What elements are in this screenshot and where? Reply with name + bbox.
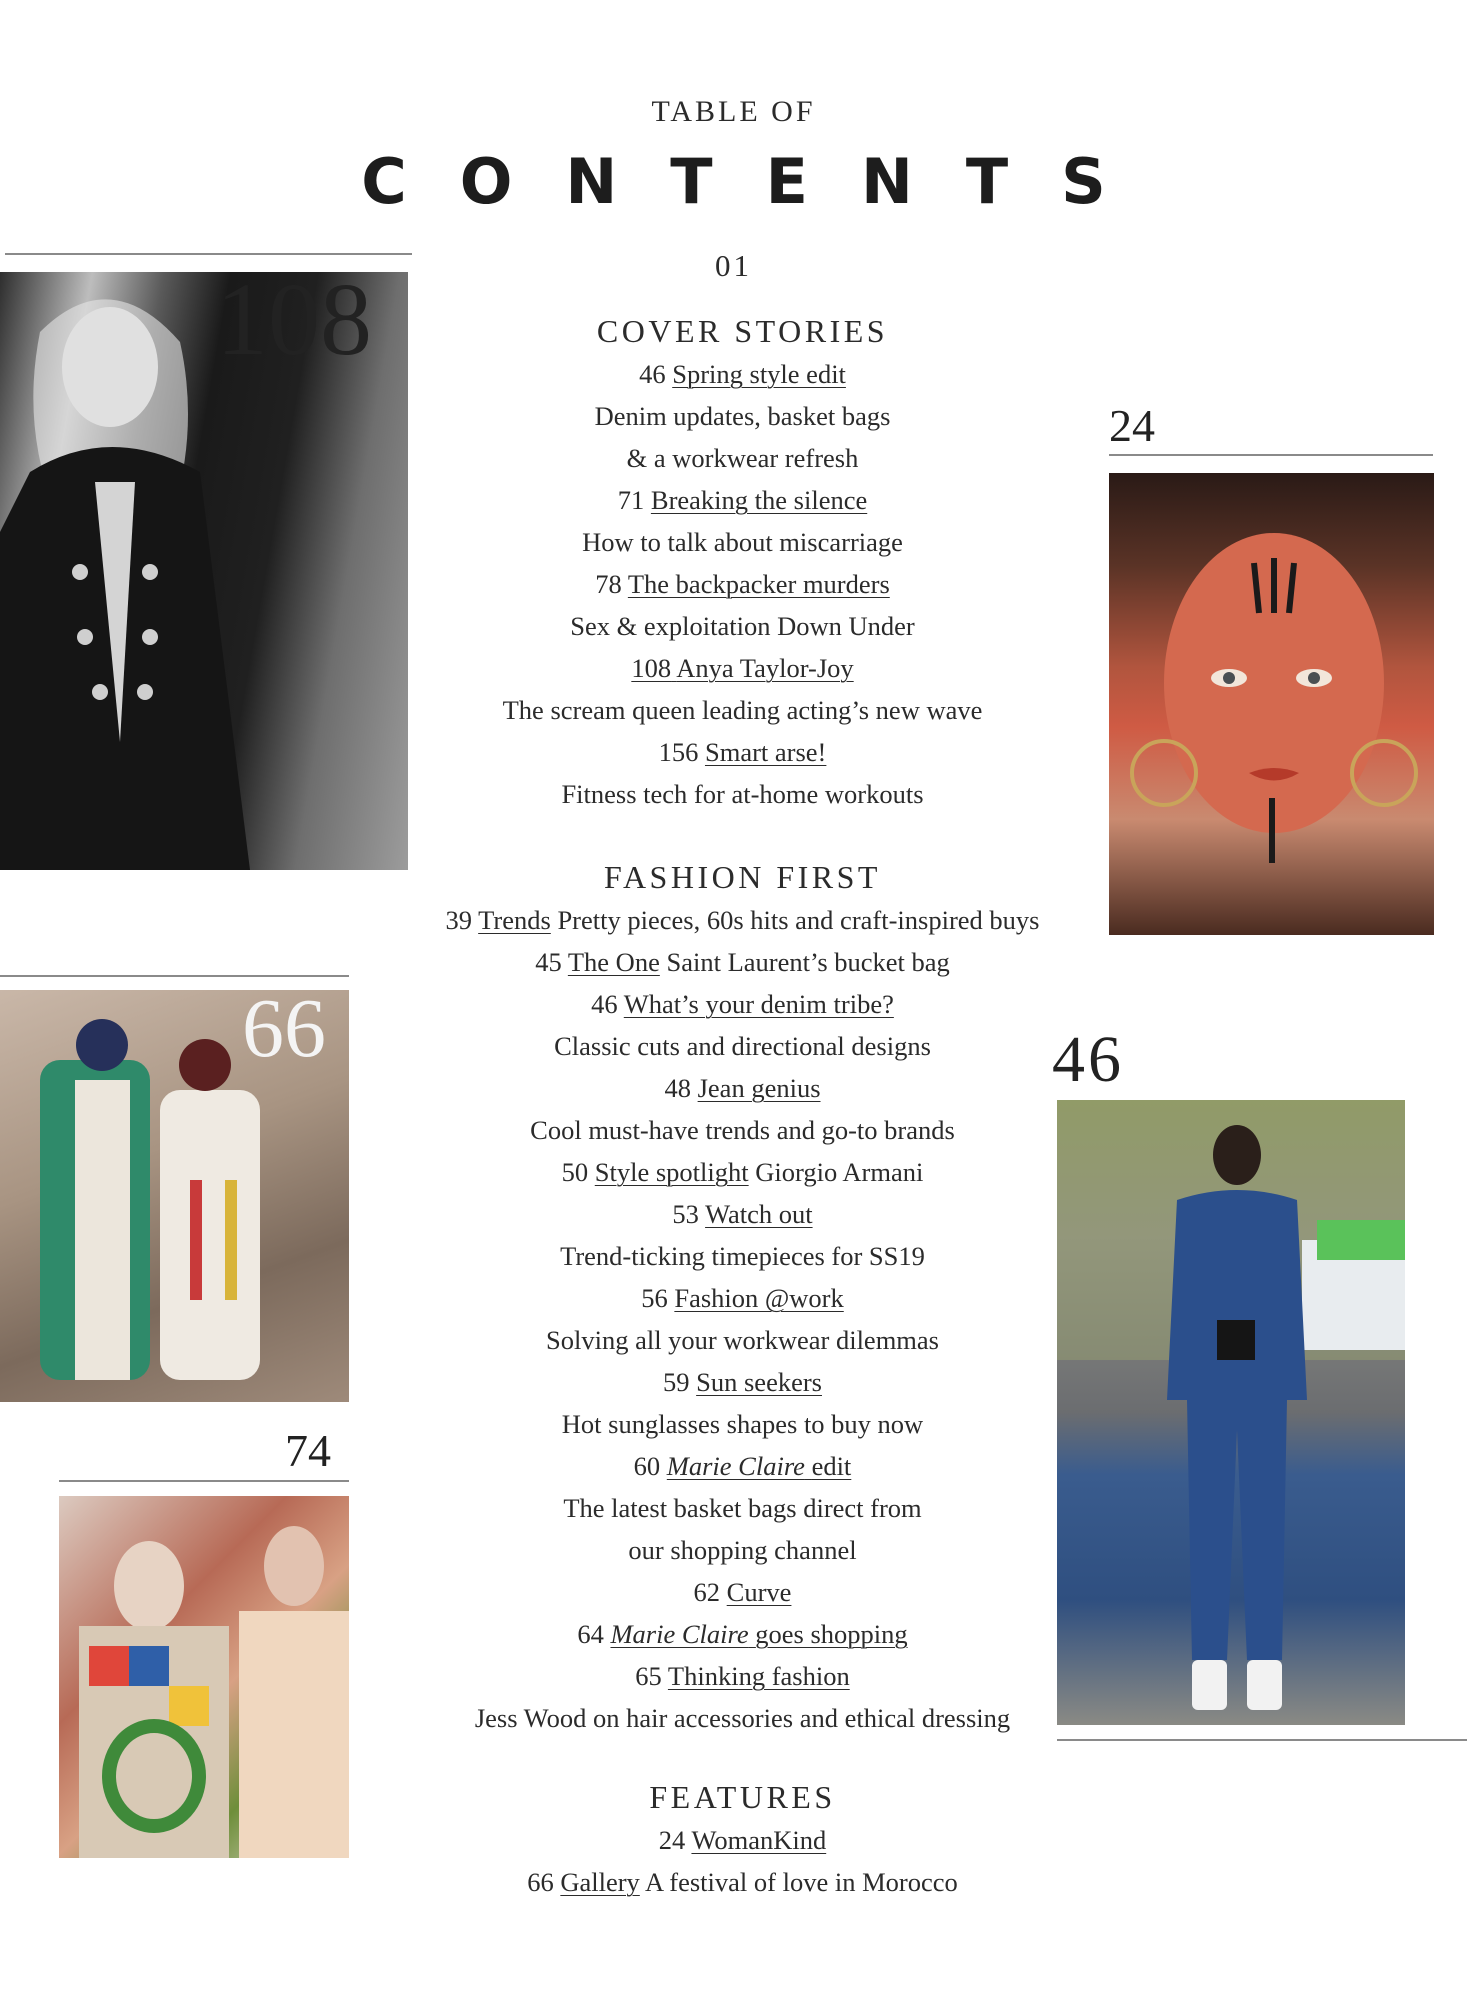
toc-link[interactable]: Breaking the silence: [650, 485, 868, 515]
toc-entry[interactable]: 66 Gallery A festival of love in Morocco: [527, 1867, 958, 1897]
page-title: CONTENTS: [361, 145, 1159, 218]
toc-link[interactable]: Sun seekers: [696, 1367, 822, 1397]
toc-entry[interactable]: 71 Breaking the silence: [617, 485, 868, 515]
toc-desc: & a workwear refresh: [626, 443, 859, 473]
toc-desc: our shopping channel: [628, 1535, 857, 1565]
toc-desc: The latest basket bags direct from: [563, 1493, 922, 1523]
section-fashion-first: [380, 855, 1105, 1739]
toc-entry[interactable]: 59 Sun seekers: [663, 1367, 822, 1397]
toc-desc: Sex & exploitation Down Under: [570, 611, 915, 641]
toc-link[interactable]: What’s your denim tribe?: [623, 989, 894, 1019]
toc-desc: How to talk about miscarriage: [582, 527, 903, 557]
toc-desc: Classic cuts and directional designs: [554, 1031, 931, 1061]
page-label-anya: 108: [216, 262, 372, 377]
face-illustration: [1109, 473, 1434, 935]
toc-entry[interactable]: 39 Trends Pretty pieces, 60s hits and craft-inspired buys: [445, 905, 1040, 935]
toc-link[interactable]: Trends: [478, 905, 551, 935]
photo-face-paint[interactable]: [1109, 473, 1434, 935]
toc-entry[interactable]: 60 Marie Claire edit: [633, 1451, 852, 1481]
divider-face: [1109, 454, 1433, 456]
toc-link[interactable]: Smart arse!: [704, 737, 827, 767]
toc-entry[interactable]: 46 What’s your denim tribe?: [591, 989, 894, 1019]
toc-desc: Cool must-have trends and go-to brands: [530, 1115, 955, 1145]
street-figure: [1057, 1100, 1405, 1725]
toc-desc: Jess Wood on hair accessories and ethical dressing: [474, 1703, 1011, 1733]
divider-runway: [59, 1480, 349, 1482]
toc-entry[interactable]: 24 WomanKind: [658, 1825, 827, 1855]
photo-runway-backstage[interactable]: [59, 1496, 349, 1858]
toc-entry[interactable]: 53 Watch out: [672, 1199, 813, 1229]
divider-morocco: [0, 975, 349, 977]
toc-entry[interactable]: 46 Spring style edit: [639, 359, 846, 389]
toc-entry[interactable]: 78 The backpacker murders: [595, 569, 890, 599]
toc-entry[interactable]: 45 The One Saint Laurent’s bucket bag: [535, 947, 950, 977]
page-label-runway: 74: [285, 1425, 331, 1476]
toc-link[interactable]: Marie Claire edit: [666, 1451, 852, 1481]
toc-link[interactable]: The backpacker murders: [627, 569, 890, 599]
section-heading: FEATURES: [649, 1779, 836, 1815]
toc-link[interactable]: Curve: [726, 1577, 792, 1607]
toc-entry[interactable]: 48 Jean genius: [664, 1073, 821, 1103]
section-features: [380, 1775, 1105, 1903]
runway-figures: [59, 1496, 349, 1858]
toc-entry[interactable]: 156 Smart arse!: [658, 737, 827, 767]
divider-anya: [5, 253, 412, 255]
toc-link[interactable]: Marie Claire goes shopping: [610, 1619, 908, 1649]
divider-street: [1057, 1739, 1467, 1741]
page-label-face: 24: [1109, 400, 1155, 451]
toc-link[interactable]: Spring style edit: [672, 359, 846, 389]
toc-link[interactable]: Jean genius: [697, 1073, 821, 1103]
toc-link[interactable]: Fashion @work: [674, 1283, 844, 1313]
toc-desc: Fitness tech for at-home workouts: [561, 779, 924, 809]
photo-street-style-denim[interactable]: [1057, 1100, 1405, 1725]
toc-link[interactable]: Gallery: [560, 1867, 640, 1897]
section-heading: COVER STORIES: [596, 313, 889, 349]
toc-entry[interactable]: 65 Thinking fashion: [635, 1661, 850, 1691]
toc-entry[interactable]: 64 Marie Claire goes shopping: [577, 1619, 908, 1649]
section-cover-stories: [380, 309, 1105, 815]
toc-link[interactable]: Thinking fashion: [667, 1661, 850, 1691]
toc-entry[interactable]: 56 Fashion @work: [641, 1283, 844, 1313]
page-label-street: 46: [1052, 1023, 1124, 1096]
toc-entry[interactable]: 50 Style spotlight Giorgio Armani: [561, 1157, 924, 1187]
toc-entry[interactable]: [380, 647, 1105, 689]
toc-link[interactable]: The One: [567, 947, 660, 977]
toc-desc: Trend-ticking timepieces for SS19: [560, 1241, 925, 1271]
page-label-morocco: 66: [242, 982, 326, 1075]
toc-entry[interactable]: 62 Curve: [693, 1577, 792, 1607]
toc-link[interactable]: WomanKind: [691, 1825, 827, 1855]
toc-desc: Solving all your workwear dilemmas: [545, 1325, 939, 1355]
toc-kicker: TABLE OF: [651, 95, 816, 128]
issue-number: 01: [715, 248, 752, 283]
toc-link[interactable]: Style spotlight: [594, 1157, 749, 1187]
toc-link[interactable]: 108 Anya Taylor-Joy: [631, 653, 854, 683]
toc-link[interactable]: Watch out: [705, 1199, 813, 1229]
toc-desc: The scream queen leading acting’s new wave: [502, 695, 983, 725]
toc-desc: Denim updates, basket bags: [594, 401, 891, 431]
section-heading: FASHION FIRST: [604, 859, 881, 895]
toc-desc: Hot sunglasses shapes to buy now: [561, 1409, 924, 1439]
